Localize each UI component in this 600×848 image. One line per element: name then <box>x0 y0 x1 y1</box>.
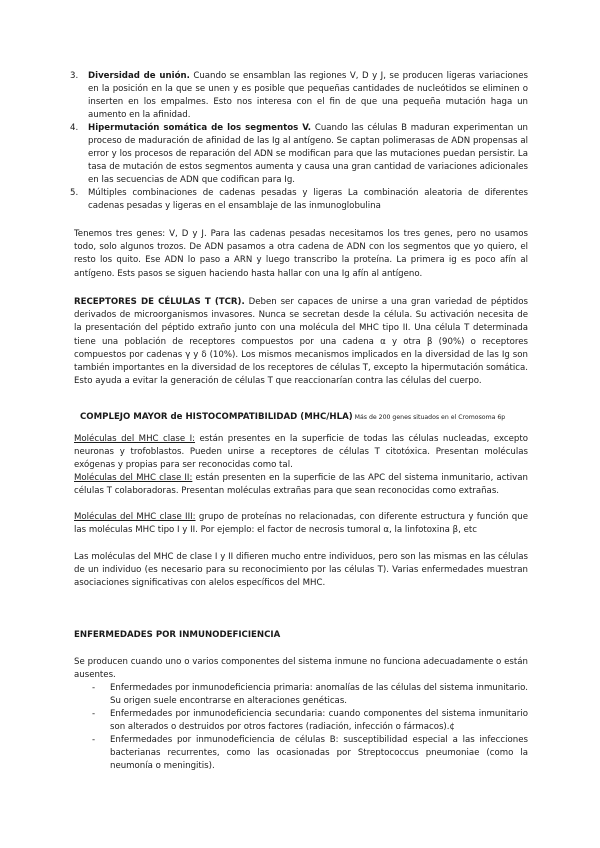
mhc-heading-line <box>80 411 550 424</box>
mhc-class-3 <box>74 511 528 537</box>
mhc-class-1 <box>74 433 528 473</box>
bullet-dash: - <box>92 683 96 693</box>
tcr-paragraph <box>74 296 528 388</box>
list-item-5 <box>70 187 528 213</box>
tcr-heading: RECEPTORES DE CÉLULAS T (TCR). <box>74 297 245 307</box>
mhc-summary: Las moléculas del MHC de clase I y II difieren mucho entre individuos, pero son las mismas en las células de un individuo (es necesario para su reconocimiento por las células T). Varias enfermedades muestran asociaciones significativas con alelos específicos del MHC. <box>74 552 528 589</box>
list-number: 3. <box>70 71 79 81</box>
list-item-title: Hipermutación somática de los segmentos V. <box>88 123 312 133</box>
mhc-class-3-text: grupo de proteínas no relacionadas, con diferente estructura y función que las moléculas MHC tipo I y II. Por ejemplo: el factor de necrosis tumoral α, la linfotoxina β, etc <box>74 512 528 536</box>
inmunodeficiencia-heading <box>74 629 528 642</box>
inmunodeficiencia-list <box>92 682 528 773</box>
mhc-class-3-label: Moléculas del MHC clase III: <box>74 512 196 522</box>
list-item-text: Enfermedades por inmunodeficiencia de células B: susceptibilidad especial a las infecciones bacterianas recurrentes, como las ocasionadas por Streptococcus pneumoniae (como la neumonía o meningitis). <box>110 735 528 771</box>
list-item-text: Múltiples combinaciones de cadenas pesadas y ligeras La combinación aleatoria de diferentes cadenas pesadas y ligeras en el ensamblaje de las inmunoglobulina <box>88 188 528 211</box>
mhc-class-2-text: están presenten en la superficie de las APC del sistema inmunitario, activan células T colaboradoras. Presentan moléculas extrañas para que sean reconocidas como extrañas. <box>74 473 528 497</box>
list-item <box>92 734 528 773</box>
diversity-mechanisms-list <box>70 70 529 213</box>
list-item-4 <box>70 122 529 187</box>
mhc-class-1-text: están presentes en la superficie de todas las células nucleadas, excepto neuronas y trofoblastos. Pueden unirse a receptores de células T citotóxica. Presentan moléculas exógenas y propias para ser reconocidas como tal. <box>74 434 528 471</box>
list-number: 4. <box>70 123 79 133</box>
list-number: 5. <box>70 188 79 198</box>
mhc-class-1-label: Moléculas del MHC clase I: <box>74 434 196 444</box>
mhc-class-2-label: Moléculas del MHC clase II: <box>74 473 193 483</box>
mhc-class-2 <box>74 472 528 498</box>
list-item-title: Diversidad de unión. <box>88 71 190 81</box>
list-item-text: Cuando las células B maduran experimentan un proceso de maduración de afinidad de las Ig al antígeno. Se captan polimerasas de ADN propensas al error y los procesos de reparación del ADN se modifican para que las mutaciones puedan persistir. La tasa de mutación de estos segmentos aumenta y causa una gran cantidad de variaciones adicionales en las secuencias de ADN que codifican para Ig. <box>88 123 529 185</box>
list-item-text: Enfermedades por inmunodeficiencia primaria: anomalías de las células del sistema inmunitario. Su origen suele encontrarse en alteraciones genéticas. <box>110 683 528 706</box>
list-item <box>92 682 528 708</box>
inmunodeficiencia-heading-text: ENFERMEDADES POR INMUNODEFICIENCIA <box>74 630 281 640</box>
tcr-text: Deben ser capaces de unirse a una gran variedad de péptidos derivados de microorganismos invasores. Nunca se secretan desde la célula. Su activación necesita de la presentación del péptido extraño junto con una molécula del MHC tipo II. Una célula T determinada tiene una población de receptores compuestos por una cadena α y otra β (90%) o receptores compuestos por cadenas γ y δ (10%). Los mismos mecanismos implicados en la diversidad de las Ig son también importantes en la diversidad de los receptores de células T, excepto la hipermutación somática. Esto ayuda a evitar la generación de células T que reaccionarían contra las células del cuerpo. <box>74 297 528 387</box>
list-item-text: Enfermedades por inmunodeficiencia secundaria: cuando componentes del sistema inmunitario son alterados o destruidos por otros factores (radiación, infección o fármacos).¢ <box>110 709 528 732</box>
genes-paragraph: Tenemos tres genes: V, D y J. Para las cadenas pesadas necesitamos los tres genes, pero no usamos todo, solo algunos trozos. De ADN pasamos a otra cadena de ADN con los segmentos que yo quiero, el resto los quito. Ese ADN lo paso a ARN y luego transcribo la proteína. La primera ig es poco afín al antígeno. Ests pasos se siguen haciendo hasta hallar con una Ig afín al antígeno. <box>74 229 528 279</box>
list-item-3 <box>70 70 528 122</box>
list-item-text: Cuando se ensamblan las regiones V, D y J, se producen ligeras variaciones en la posición en la que se unen y es posible que pequeñas cantidades de nucleótidos se eliminen o inserten en los empalmes. Esto nos interesa con el fin de que una pequeña mutación haga un aumento en la afinidad. <box>88 71 528 120</box>
list-item <box>92 708 528 734</box>
inmunodeficiencia-intro: Se producen cuando uno o varios componentes del sistema inmune no funciona adecuadamente o están ausentes. <box>74 657 528 681</box>
bullet-dash: - <box>92 735 96 745</box>
mhc-note: Más de 200 genes situados en el Cromosoma 6p <box>352 414 506 421</box>
mhc-heading: COMPLEJO MAYOR de HISTOCOMPATIBILIDAD (MHC/HLA) <box>80 412 353 422</box>
bullet-dash: - <box>92 709 96 719</box>
